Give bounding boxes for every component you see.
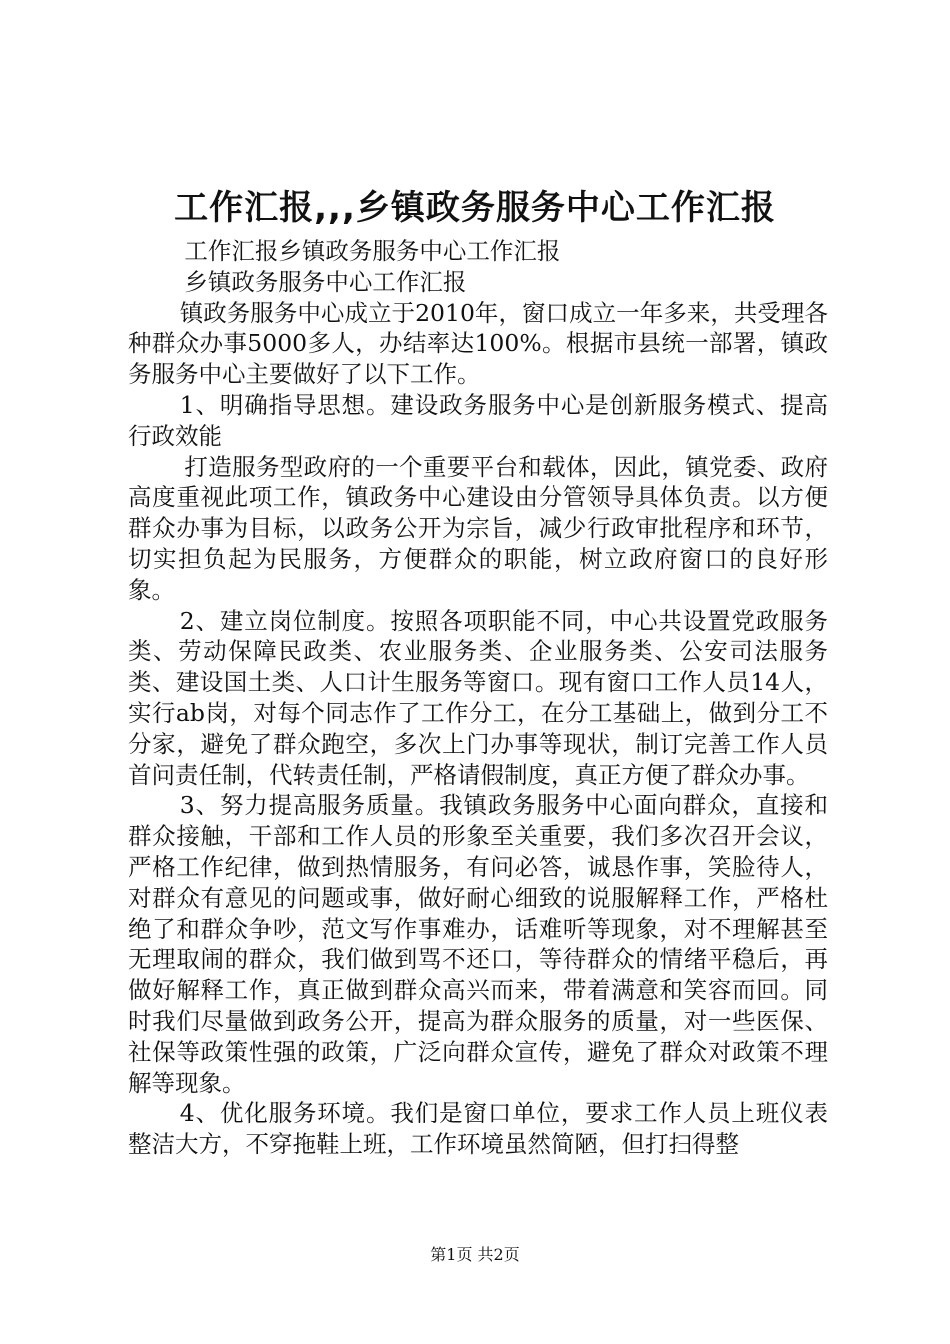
paragraph: 镇政务服务中心成立于2010年，窗口成立一年多来，共受理各种群众办事5000多人，办结率达100%。根据市县统一部署，镇政务服务中心主要做好了以下工作。 — [128, 298, 828, 389]
paragraph: 2、建立岗位制度。按照各项职能不同，中心共设置党政服务类、劳动保障民政类、农业服务类、企业服务类、公安司法服务类、建设国土类、人口计生服务等窗口。现有窗口工作人员14人，实行ab岗，对每个同志作了工作分工，在分工基础上，做到分工不分家，避免了群众跑空，多次上门办事等现状，制订完善工作人员首问责任制，代转责任制，严格请假制度，真正方便了群众办事。 — [128, 606, 828, 789]
document-body — [128, 236, 828, 1160]
paragraph: 4、优化服务环境。我们是窗口单位，要求工作人员上班仪表整洁大方，不穿拖鞋上班，工作环境虽然简陋，但打扫得整 — [128, 1099, 828, 1159]
paragraph: 乡镇政务服务中心工作汇报 — [184, 267, 467, 296]
paragraph: 1、明确指导思想。建设政务服务中心是创新服务模式、提高行政效能 — [128, 390, 828, 450]
paragraph: 3、努力提高服务质量。我镇政务服务中心面向群众，直接和群众接触，干部和工作人员的形象至关重要，我们多次召开会议，严格工作纪律，做到热情服务，有问必答，诚恳作事，笑脸待人，对群众有意见的问题或事，做好耐心细致的说服解释工作，严格杜绝了和群众争吵，范文写作事难办，话难听等现象，对不理解甚至无理取闹的群众，我们做到骂不还口，等待群众的情绪平稳后，再做好解释工作，真正做到群众高兴而来，带着满意和笑容而回。同时我们尽量做到政务公开，提高为群众服务的质量，对一些医保、社保等政策性强的政策，广泛向群众宣传，避免了群众对政策不理解等现象。 — [128, 791, 828, 1097]
paragraph: 打造服务型政府的一个重要平台和载体，因此，镇党委、政府高度重视此项工作，镇政务中心建设由分管领导具体负责。以方便群众办事为目标，以政务公开为宗旨，减少行政审批程序和环节，切实担负起为民服务，方便群众的职能，树立政府窗口的良好形象。 — [128, 452, 828, 604]
paragraph: 工作汇报乡镇政务服务中心工作汇报 — [184, 237, 561, 265]
page-footer: 第1页 共2页 — [430, 1245, 520, 1264]
document-title: 工作汇报,,,乡镇政务服务中心工作汇报 — [174, 188, 776, 228]
